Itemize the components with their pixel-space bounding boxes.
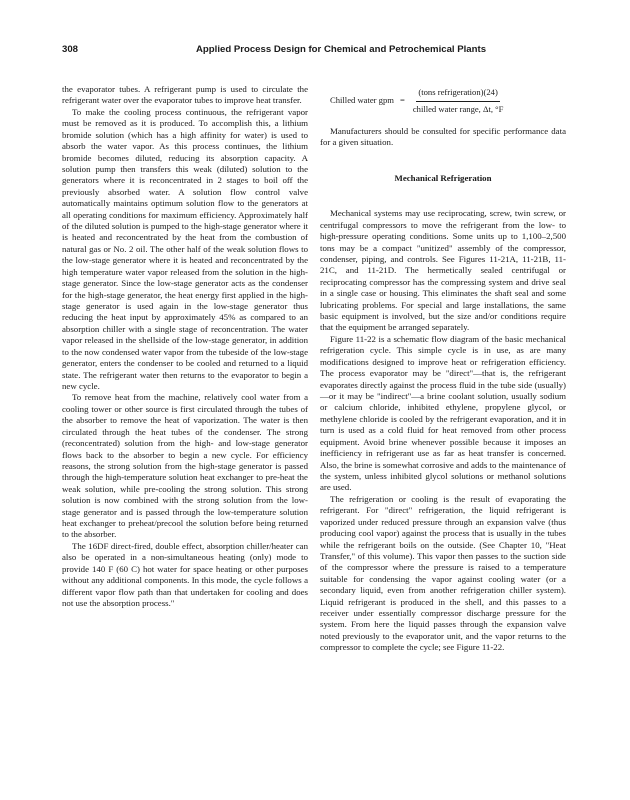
section-heading-mechanical-refrigeration: Mechanical Refrigeration [394,172,492,183]
equation-denominator: chilled water range, Δt, °F [412,103,504,114]
page-header [62,44,568,60]
equation-lhs: Chilled water gpm [330,95,394,106]
paragraph-mechanical-systems: Mechanical systems may use reciprocating, screw, twin screw, or centrifugal compressors to move the refrigerant from the low- to high-pressure operating conditions. Some units up to 1,100–2,500 tons may be a compact "unitized" assembly of the compressor, condenser, piping, and controls. See Figures 11-21A, 11-21B, 11-21C, and 11-21D. The hermetically sealed centrifugal or reciprocating compressor has the compressing system and drive seal in a single case or housing. This eliminates the shaft seal and some lubricating problems. For special and large installations, the same basic equipment is involved, but the size and/or conditions require that the equipment be arranged separately. [320,208,566,333]
chilled-water-equation [330,86,566,116]
equation-equals: = [399,95,405,106]
paragraph-manufacturers: Manufacturers should be consulted for specific performance data for a given situation. [320,126,566,148]
paragraph-figure-11-22: Figure 11-22 is a schematic flow diagram of the basic mechanical refrigeration cycle. This simple cycle is in use, as are many modifications designed to improve heat or refrigeration efficiency. The process evaporator may be "direct"—that is, the refrigerant evaporates directly against the process fluid in the tube side (usually)—or it may be "indirect"—a brine coolant solution, usually sodium or calcium chloride, inhibited ethylene, propylene glycol, or methylene chloride is cooled by the refrigerant evaporation, and it in turn is used as a cold fluid for heat removed from other process equipment. Avoid brine whenever possible because it imposes an inefficiency in refrigerant use as far as heat transfer is concerned. Also, the brine is somewhat corrosive and adds to the maintenance of the system, unless inhibited glycol solutions or methanol solutions are used. [320,333,566,493]
paragraph-refrigeration-cycle: The refrigeration or cooling is the result of evaporating the refrigerant. For "direct" refrigeration, the liquid refrigerant is vaporized under reduced pressure through an expansion valve (thus producing cool vapor) against the process that is usually in the tubes while the refrigerant boils on the outside. (See Chapter 10, "Heat Transfer," of this volume). This vapor then passes to the suction side of the compressor where the pressure is raised to a temperature suitable for condensing the vapor against cooling water (or a secondary liquid, even from another refrigeration chiller system). Liquid refrigerant is produced in the shell, and this passes to a receiver under essentially compressor discharge pressure for the system. From here the liquid passes through the expansion valve noted previously to the evaporator unit, and the vapor returns to the compressor to complete the cycle; see Figure 11-22. [320,493,566,653]
equation-fraction [411,87,506,115]
paragraph-heat-removal: To remove heat from the machine, relatively cool water from a cooling tower or other source is first circulated through the tubes of the absorber to remove the heat of vaporization. The water is then circulated through the heat tubes of the condenser. The strong (reconcentrated) solution from the high- and low-stage generator flows back to the absorber to begin a new cycle. For efficiency reasons, the strong solution from the high-stage generator is passed through the high-temperature solution heat exchanger to pre-heat the weak solution, while pre-cooling the strong solution. This strong solution is now combined with the strong solution from the low-stage generator and is passed through the low-temperature solution heat exchanger to preheat/precool the solution before being returned to the absorber. [62,392,308,540]
page-number: 308 [62,44,79,55]
running-title: Applied Process Design for Chemical and Petrochemical Plants [196,44,487,55]
left-column [62,84,308,609]
paragraph-evaporator-tubes: the evaporator tubes. A refrigerant pump is used to circulate the refrigerant water over the evaporator tubes to improve heat transfer. [62,84,308,106]
right-column [320,84,566,654]
equation-numerator: (tons refrigeration)(24) [416,87,499,101]
paragraph-continuous-cooling: To make the cooling process continuous, the refrigerant vapor must be removed as it is produced. To accomplish this, a lithium bromide solution (which has a high affinity for water) is used to absorb the water vapor. As this process continues, the lithium bromide becomes diluted, reducing its absorption capacity. A solution pump then transfers this weak (diluted) solution to the generators where it is reconcentrated in 2 stages to boil off the previously absorbed water. A solution flow control valve automatically maintains optimum solution flow to the generators at all operating conditions for maximum efficiency. Approximately half of the diluted solution is pumped to the high-stage generator where it is heated and reconcentrated by the heat from the combustion of natural gas or No. 2 oil. The other half of the weak solution flows to the low-stage generator where it is heated and reconcentrated by the high temperature water vapor released from the solution in the high-stage generator. Since the low-stage generator acts as the condenser for the high-stage generator, the heat energy first applied in the high-stage generator is used again in the low-stage generator thus reducing the heat input by approximately 45% as compared to an absorption chiller with a single stage of reconcentration. The water vapor released in the shellside of the low-stage generator, in addition to the now condensed water vapor from the tubeside of the low-stage generator, enters the condenser to be cooled and returned to a liquid state. The refrigerant water then returns to the evaporator to begin a new cycle. [62,106,308,391]
paragraph-16df-heater-mode: The 16DF direct-fired, double effect, absorption chiller/heater can also be operated in a non-simultaneous heating (only) mode to provide 140 F (60 C) hot water for space heating or other purposes without any additional components. In this mode, the cycle follows a different vapor flow path than that undertaken for cooling and does not use the absorption process." [62,540,308,608]
